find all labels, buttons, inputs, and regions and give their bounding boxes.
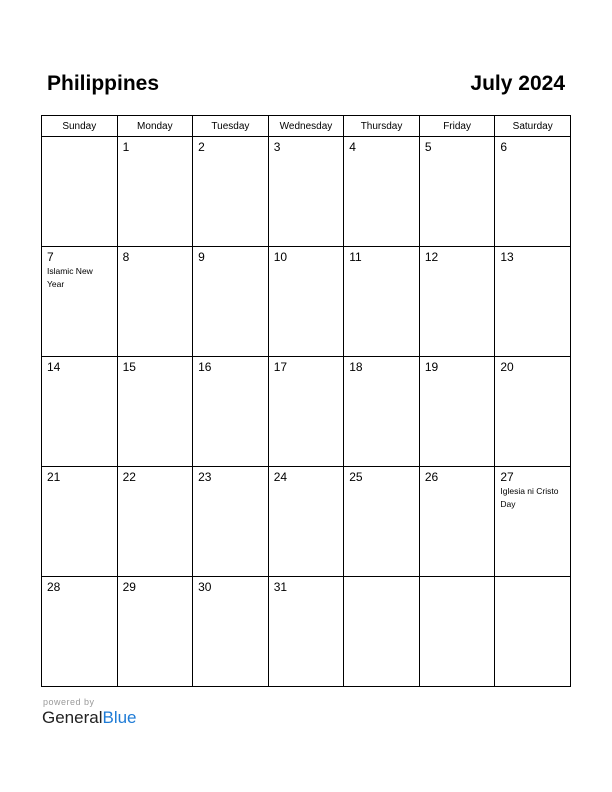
country-title: Philippines	[47, 72, 160, 95]
month-year-title: July 2024	[470, 72, 565, 95]
day-number: 3	[273, 140, 281, 154]
day-number: 14	[47, 360, 61, 374]
calendar-grid	[41, 115, 571, 687]
day-number: 20	[500, 360, 514, 374]
day-cell	[419, 577, 495, 687]
day-cell	[344, 357, 420, 467]
day-cell	[419, 247, 495, 357]
day-cell	[495, 467, 571, 577]
day-cell	[268, 577, 344, 687]
day-number: 8	[122, 250, 130, 264]
holiday-label: Islamic New Year	[47, 266, 93, 289]
weekday-saturday: Saturday	[495, 116, 571, 137]
day-cell	[193, 467, 269, 577]
day-cell	[117, 577, 193, 687]
day-cell	[193, 137, 269, 247]
day-cell	[268, 247, 344, 357]
day-number: 27	[500, 470, 514, 484]
day-cell	[42, 247, 118, 357]
day-number: 16	[198, 360, 212, 374]
week-row	[42, 357, 571, 467]
day-cell	[419, 357, 495, 467]
day-number: 30	[198, 580, 212, 594]
weekday-friday: Friday	[419, 116, 495, 137]
day-cell	[419, 467, 495, 577]
day-cell	[344, 247, 420, 357]
day-cell	[42, 467, 118, 577]
day-cell	[117, 247, 193, 357]
weekday-tuesday: Tuesday	[193, 116, 269, 137]
day-number: 19	[424, 360, 439, 374]
day-number: 1	[122, 140, 130, 154]
day-number: 26	[424, 470, 439, 484]
day-number: 23	[198, 470, 212, 484]
day-number: 21	[47, 470, 61, 484]
day-cell	[42, 357, 118, 467]
weekday-monday: Monday	[117, 116, 193, 137]
week-row	[42, 577, 571, 687]
day-cell	[268, 467, 344, 577]
generalblue-logo[interactable]	[42, 708, 137, 728]
day-number: 11	[349, 250, 362, 264]
week-row	[42, 247, 571, 357]
day-number: 22	[122, 470, 136, 484]
weekday-sunday: Sunday	[42, 116, 118, 137]
day-number: 4	[349, 140, 356, 154]
day-cell	[117, 467, 193, 577]
day-cell	[193, 247, 269, 357]
day-number: 6	[500, 140, 508, 154]
week-row	[42, 467, 571, 577]
day-cell	[344, 467, 420, 577]
day-cell	[495, 357, 571, 467]
weekday-wednesday: Wednesday	[268, 116, 344, 137]
holiday-label: Iglesia ni Cristo Day	[500, 486, 559, 509]
brand-general-text: General	[42, 708, 103, 727]
day-cell	[193, 577, 269, 687]
day-cell	[117, 137, 193, 247]
day-cell	[495, 137, 571, 247]
weekday-thursday: Thursday	[344, 116, 420, 137]
weekday-header-row	[42, 116, 571, 137]
day-cell	[117, 357, 193, 467]
brand-blue-text: Blue	[102, 708, 137, 727]
day-cell	[495, 247, 571, 357]
day-number: 15	[122, 360, 136, 374]
day-cell	[495, 577, 571, 687]
day-number: 25	[349, 470, 363, 484]
day-cell	[42, 137, 118, 247]
day-number: 17	[273, 360, 288, 374]
day-cell	[268, 357, 344, 467]
day-number: 13	[500, 250, 514, 264]
powered-by-label: powered by	[43, 697, 95, 707]
day-cell	[193, 357, 269, 467]
day-number: 9	[198, 250, 205, 264]
week-row	[42, 137, 571, 247]
day-number: 2	[198, 140, 205, 154]
day-number: 28	[47, 580, 61, 594]
day-cell	[419, 137, 495, 247]
day-cell	[42, 577, 118, 687]
day-number: 12	[424, 250, 439, 264]
day-number: 7	[47, 250, 54, 264]
day-number: 29	[122, 580, 136, 594]
day-cell	[344, 137, 420, 247]
day-number: 10	[273, 250, 288, 264]
day-cell	[268, 137, 344, 247]
day-number: 24	[273, 470, 288, 484]
day-number: 31	[273, 580, 288, 594]
day-number: 18	[349, 360, 363, 374]
day-cell	[344, 577, 420, 687]
day-number: 5	[424, 140, 432, 154]
